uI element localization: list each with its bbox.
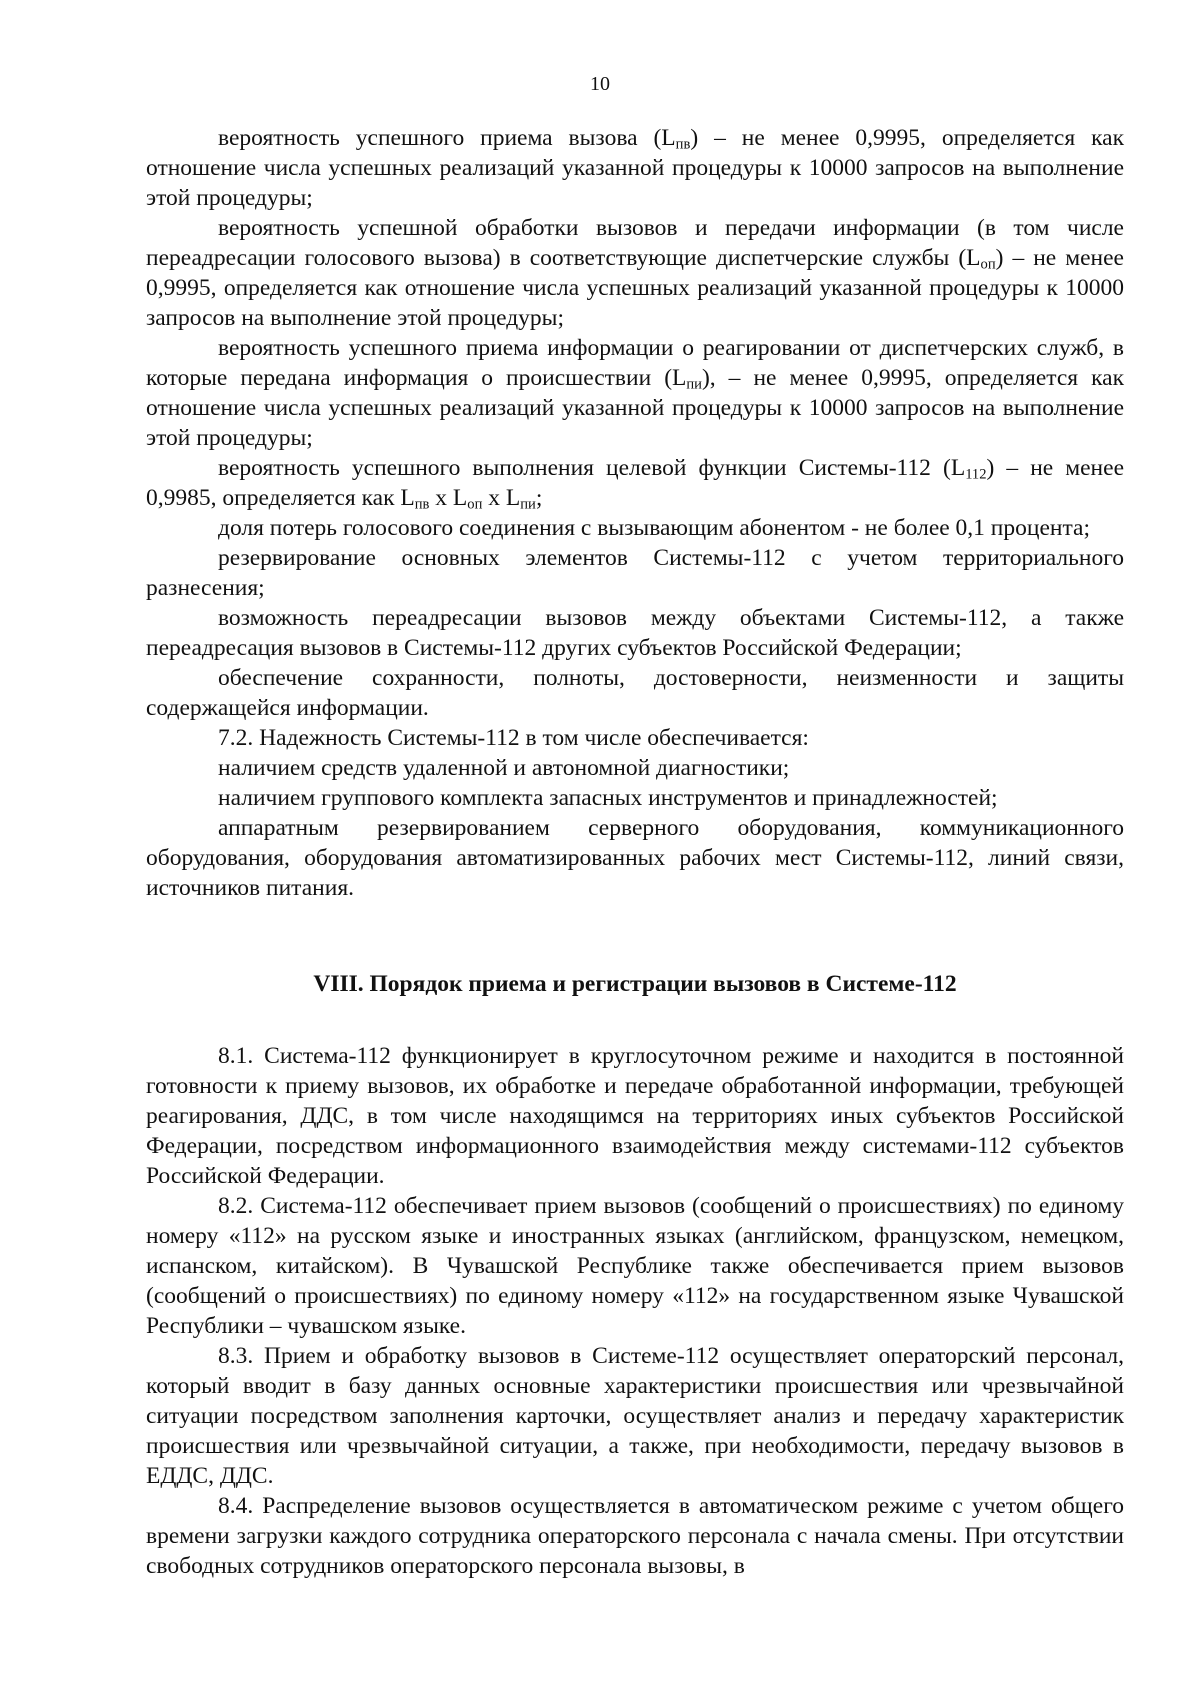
subscript: 112 bbox=[965, 466, 987, 483]
section-heading: VIII. Порядок приема и регистрации вызовов в Системе-112 bbox=[313, 971, 957, 997]
page-number: 10 bbox=[590, 73, 610, 95]
subscript: оп bbox=[980, 256, 996, 273]
requirements-list bbox=[146, 123, 1124, 903]
paragraph: 8.3. Прием и обработку вызовов в Системе-112 осуществляет операторский персонал, который вводит в базу данных основные характеристики происшествия или чрезвычайной ситуации посредством заполнения карточки, осуществляет анализ и передачу характеристик происшествия или чрезвычайной ситуации, а также, при необходимости, передачу вызовов в ЕДДС, ДДС. bbox=[146, 1343, 1124, 1489]
paragraph: резервирование основных элементов Системы-112 с учетом территориального разнесения; bbox=[146, 545, 1124, 601]
paragraph: вероятность успешного приема информации о реагировании от диспетчерских служб, в которые передана информация о происшествии $(L_{пи})$, – не менее 0,9995, определяется как отношение числа успешных реализаций указанной процедуры к 10000 запросов на выполнение этой процедуры; bbox=[146, 335, 1124, 451]
subscript: пв bbox=[675, 136, 691, 153]
paragraph: вероятность успешного приема вызова $(L_{пв})$ – не менее 0,9995, определяется как отношение числа успешных реализаций указанной процедуры к 10000 запросов на выполнение этой процедуры; bbox=[146, 125, 1125, 211]
paragraph: обеспечение сохранности, полноты, достоверности, неизменности и защиты содержащейся информации. bbox=[146, 665, 1124, 721]
paragraph: 8.2. Система-112 обеспечивает прием вызовов (сообщений о происшествиях) по единому номеру «112» на русском языке и иностранных языках (английском, французском, немецком, испанском, китайском). В Чувашской Республике также обеспечивается прием вызовов (сообщений о происшествиях) по единому номеру «112» на государственном языке Чувашской Республики – чувашском языке. bbox=[146, 1193, 1124, 1339]
subscript: оп bbox=[467, 496, 483, 513]
paragraph: 8.4. Распределение вызовов осуществляется в автоматическом режиме с учетом общего времени загрузки каждого сотрудника операторского персонала с начала смены. При отсутствии свободных сотрудников операторского персонала вызовы, в bbox=[146, 1493, 1124, 1579]
subscript: пи bbox=[686, 376, 702, 393]
paragraph: доля потерь голосового соединения с вызывающим абонентом - не более 0,1 процента; bbox=[218, 515, 1090, 541]
paragraph: наличием группового комплекта запасных инструментов и принадлежностей; bbox=[218, 785, 998, 811]
paragraph: 8.1. Система-112 функционирует в круглосуточном режиме и находится в постоянной готовности к приему вызовов, их обработке и передаче обработанной информации, требующей реагирования, ДДС, в том числе находящимся на территориях иных субъектов Российской Федерации, посредством информационного взаимодействия между системами-112 субъектов Российской Федерации. bbox=[146, 1043, 1124, 1189]
subscript: пв bbox=[414, 496, 430, 513]
subscript: пи bbox=[520, 496, 536, 513]
section-body bbox=[146, 1041, 1124, 1581]
paragraph: вероятность успешной обработки вызовов и передачи информации (в том числе переадресации голосового вызова) в соответствующие диспетчерские службы $(L_{оп})$ – не менее 0,9995, определяется как отношение числа успешных реализаций указанной процедуры к 10000 запросов на выполнение этой процедуры; bbox=[146, 215, 1124, 331]
paragraph: вероятность успешного выполнения целевой функции Системы-112 $(L_{112})$ – не менее 0,9985, определяется как $L_{пв}$ х $L_{оп}$ х $L_{пи}$; bbox=[146, 455, 1124, 513]
paragraph: возможность переадресации вызовов между объектами Системы-112, а также переадресация вызовов в Системы-112 других субъектов Российской Федерации; bbox=[146, 605, 1124, 661]
paragraph: аппаратным резервированием серверного оборудования, коммуникационного оборудования, оборудования автоматизированных рабочих мест Системы-112, линий связи, источников питания. bbox=[146, 815, 1124, 901]
paragraph: 7.2. Надежность Системы-112 в том числе обеспечивается: bbox=[218, 725, 809, 751]
paragraph: наличием средств удаленной и автономной диагностики; bbox=[218, 755, 790, 781]
